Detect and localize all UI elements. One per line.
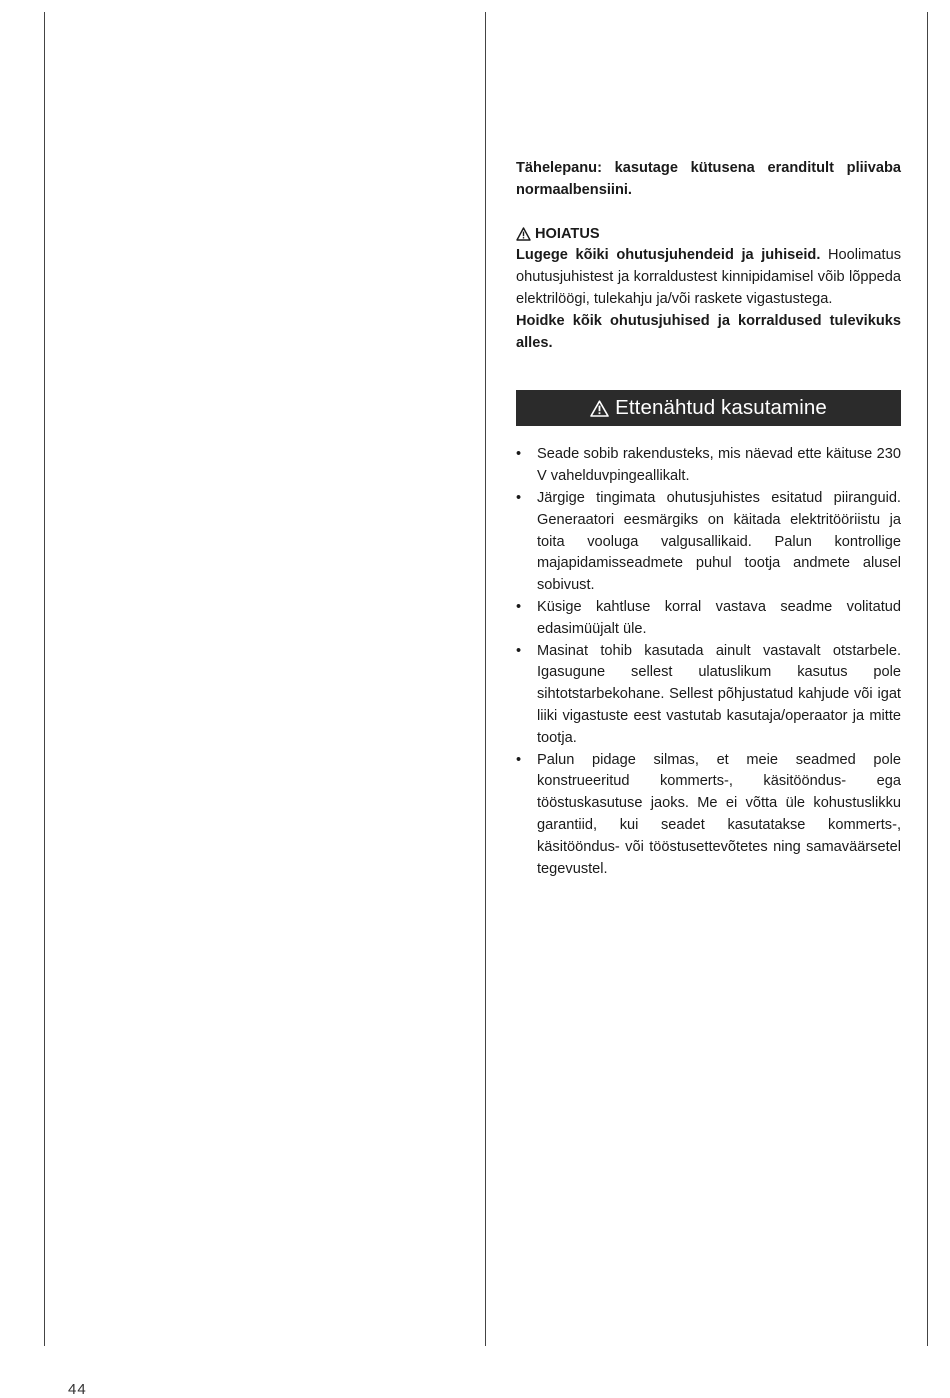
warning-text [516, 245, 901, 310]
page-number: 44 [68, 1381, 87, 1398]
list-item [516, 641, 901, 750]
list-item [516, 444, 901, 488]
bullet-icon: • [516, 751, 522, 768]
warning-closing: Hoidke kõik ohutusjuhised ja korraldused tulevikuks alles. [516, 312, 901, 351]
bullet-icon: • [516, 446, 522, 463]
warning-lead: Lugege kõiki ohutusjuhendeid ja juhiseid. [516, 247, 821, 264]
bullet-icon: • [516, 642, 522, 659]
list-item-text: Küsige kahtluse korral vastava seadme volitatud edasimüüjalt üle. [537, 598, 901, 637]
right-column [516, 158, 901, 880]
list-item-text: Palun pidage silmas, et meie seadmed pole konstrueeritud kommerts-, käsitööndus- ega tööstuskasutuse jaoks. Me ei võtta üle kohustuslikku garantiid, kui seadet kasutatakse kommerts-, käsitööndus- või tööstusettevõtetes ning samaväärsetel tegevustel. [537, 751, 901, 877]
section-heading-bar [516, 390, 901, 426]
list-item [516, 597, 901, 641]
warning-triangle-icon [590, 400, 609, 417]
list-item [516, 750, 901, 881]
column-divider [485, 12, 486, 1346]
warning-body: Hoolimatus ohutusjuhistest ja korraldustest kinnipidamisel võib lõppeda elektrilöögi, tulekahju ja/või raskete vigastustega. [516, 247, 901, 307]
list-item [516, 488, 901, 597]
warning-heading [516, 224, 901, 246]
page-border-left [44, 12, 45, 1346]
warning-heading-label: HOIATUS [535, 225, 600, 242]
spacer [516, 202, 901, 224]
bullet-icon: • [516, 489, 522, 506]
page-border-right [927, 12, 928, 1346]
section-title: Ettenähtud kasutamine [615, 396, 827, 420]
list-item-text: Järgige tingimata ohutusjuhistes esitatud piiranguid. Generaatori eesmärgiks on käitada elektritööriistu ja toita vooluga valgusallikaid. Palun kontrollige majapidamisseadmete puhul tootja andmete alusel sobivust. [537, 489, 901, 594]
usage-list [516, 444, 901, 880]
bullet-icon: • [516, 598, 522, 615]
fuel-notice: Tähelepanu: kasutage kütusena eranditult pliivaba normaalbensiini. [516, 160, 901, 198]
warning-triangle-icon [516, 227, 531, 241]
list-item-text: Seade sobib rakendusteks, mis näevad ette käituse 230 V vahelduvpingeallikalt. [537, 446, 901, 485]
list-item-text: Masinat tohib kasutada ainult vastavalt otstarbele. Igasugune sellest ulatuslikum kasutus pole sihtotstarbekohane. Sellest põhjustatud kahjude või igat liiki vigastuste eest vastutab kasutaja/operaator ja mitte tootja. [537, 642, 901, 746]
